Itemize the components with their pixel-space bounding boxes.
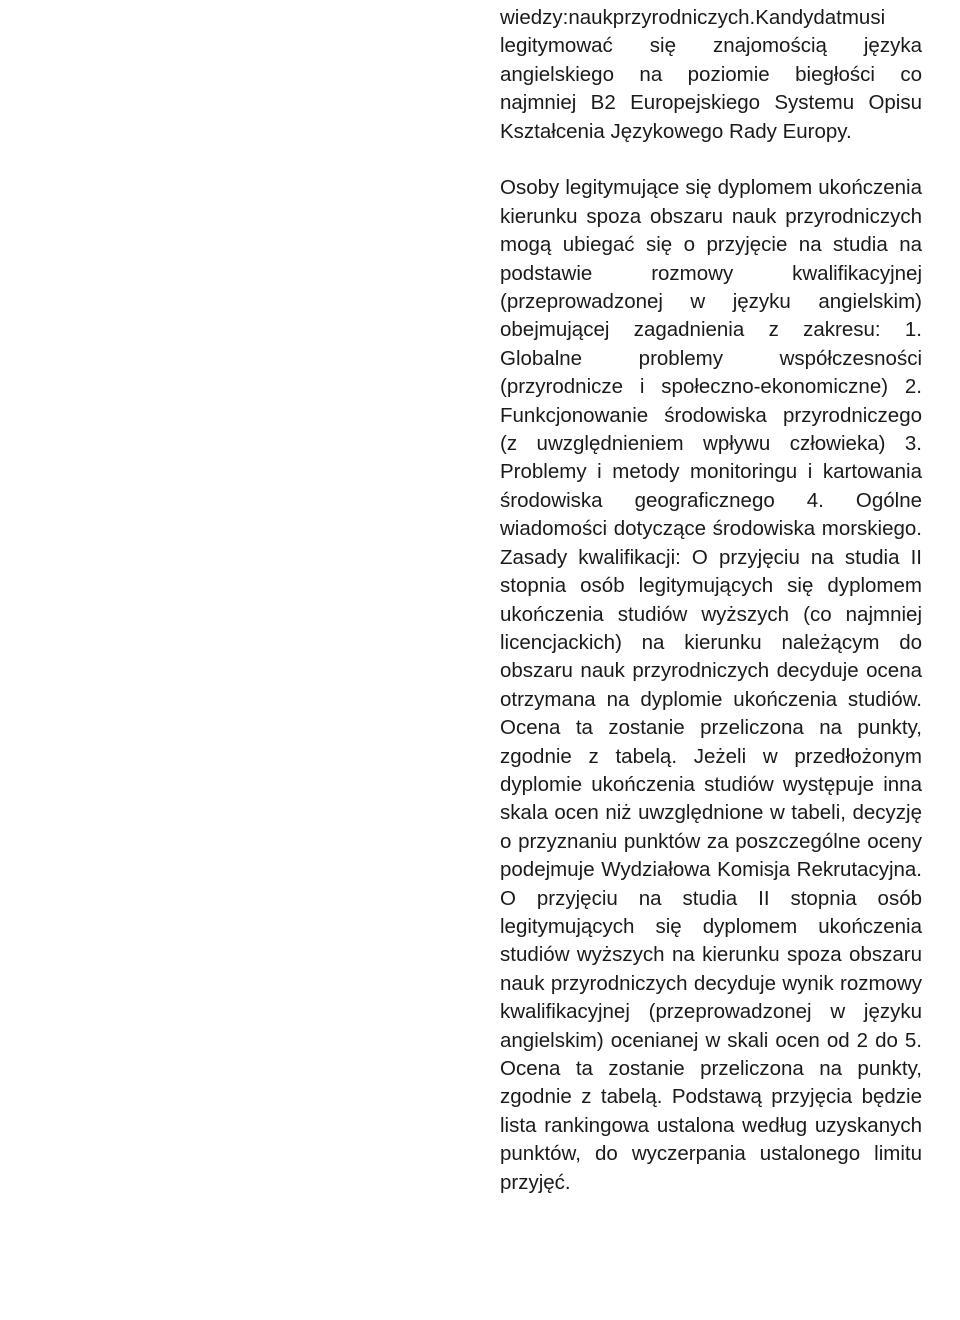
text-column	[500, 4, 922, 1197]
paragraph-language-requirement: wiedzy:naukprzyrodniczych.Kandydatmusi legitymować się znajomością języka angielskiego na poziomie biegłości co najmniej B2 Europejskiego Systemu Opisu Kształcenia Językowego Rady Europy.	[500, 6, 922, 143]
paragraph-admission-rules: Osoby legitymujące się dyplomem ukończenia kierunku spoza obszaru nauk przyrodniczych mogą ubiegać się o przyjęcie na studia na podstawie rozmowy kwalifikacyjnej (przeprowadzonej w języku angielskim) obejmującej zagadnienia z zakresu: 1. Globalne problemy współczesności (przyrodnicze i społeczno-ekonomiczne) 2. Funkcjonowanie środowiska przyrodniczego (z uwzględnieniem wpływu człowieka) 3. Problemy i metody monitoringu i kartowania środowiska geograficznego 4. Ogólne wiadomości dotyczące środowiska morskiego. Zasady kwalifikacji: O przyjęciu na studia II stopnia osób legitymujących się dyplomem ukończenia studiów wyższych (co najmniej licencjackich) na kierunku należącym do obszaru nauk przyrodniczych decyduje ocena otrzymana na dyplomie ukończenia studiów. Ocena ta zostanie przeliczona na punkty, zgodnie z tabelą. Jeżeli w przedłożonym dyplomie ukończenia studiów występuje inna skala ocen niż uwzględnione w tabeli, decyzję o przyznaniu punktów za poszczególne oceny podejmuje Wydziałowa Komisja Rekrutacyjna. O przyjęciu na studia II stopnia osób legitymujących się dyplomem ukończenia studiów wyższych na kierunku spoza obszaru nauk przyrodniczych decyduje wynik rozmowy kwalifikacyjnej (przeprowadzonej w języku angielskim) ocenianej w skali ocen od 2 do 5. Ocena ta zostanie przeliczona na punkty, zgodnie z tabelą. Podstawą przyjęcia będzie lista rankingowa ustalona według uzyskanych punktów, do wyczerpania ustalonego limitu przyjęć.	[500, 176, 922, 1194]
